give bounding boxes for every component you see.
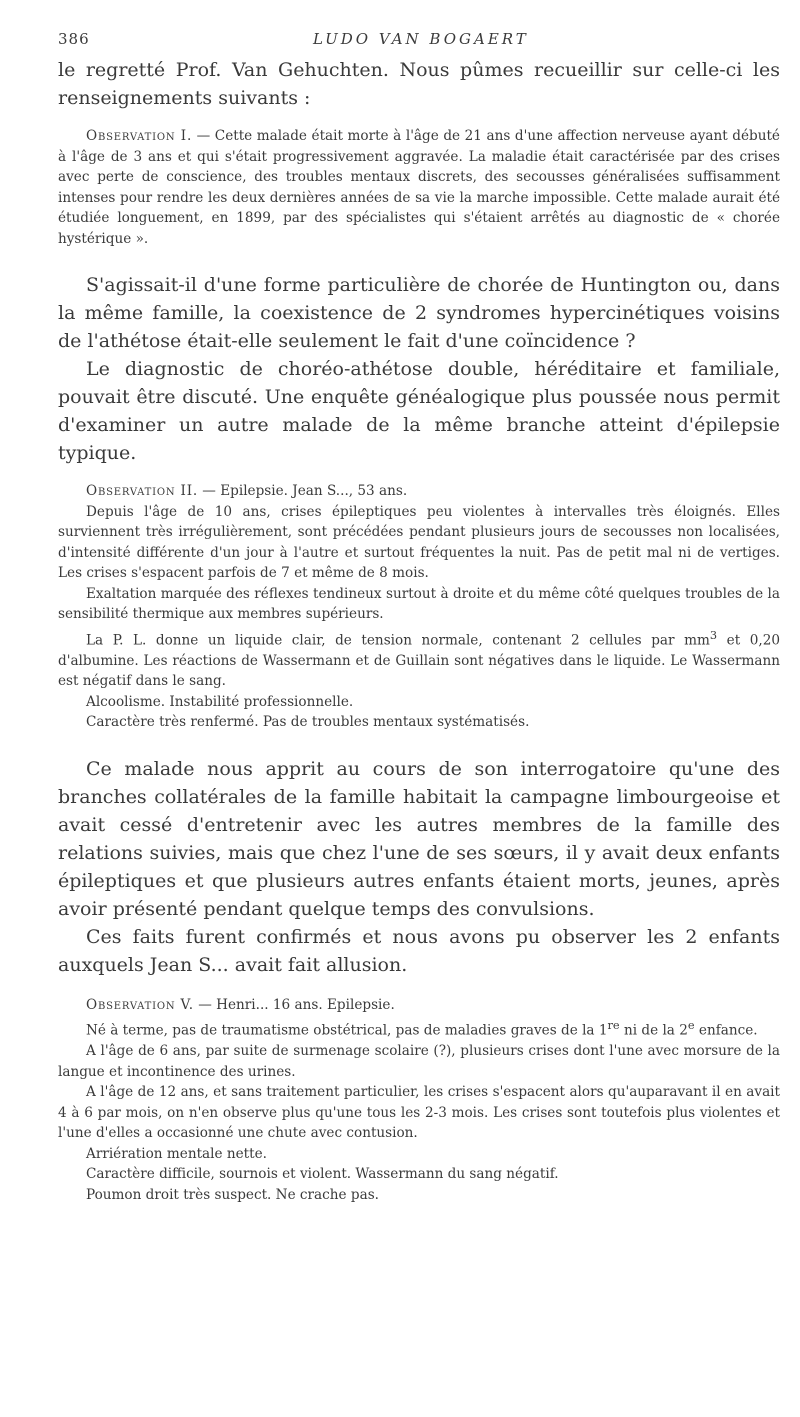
intro-text: le regretté Prof. Van Gehuchten. Nous pûmes recueillir sur celle-ci les renseignements suivants : xyxy=(58,59,780,109)
paragraph-diagnosis: Le diagnostic de choréo-athétose double, héréditaire et familiale, pouvait être discuté. Une enquête généalogique plus poussée nous permit d'examiner un autre malade de la même branche atteint d'épilepsie typique. xyxy=(58,358,780,464)
observation-5-p1: Né à terme, pas de traumatisme obstétrical, pas de maladies graves de la 1re ni de la 2e enfance. xyxy=(86,1018,758,1039)
page-number: 386 xyxy=(58,30,90,48)
observation-5-title: — Henri... 16 ans. Epilepsie. xyxy=(193,996,395,1013)
observation-5-p5: Caractère difficile, sournois et violent. Wassermann du sang négatif. xyxy=(86,1166,559,1183)
paragraph-confirmation: Ces faits furent confirmés et nous avons pu observer les 2 enfants auxquels Jean S... avait fait allusion. xyxy=(58,925,780,976)
observation-5-p4: Arriération mentale nette. xyxy=(86,1145,267,1162)
observation-1-text: — Cette malade était morte à l'âge de 21 ans d'une affection nerveuse ayant débuté à l'âge de 3 ans et qui s'était progressivement aggravée. La maladie était caractérisée par des crises avec perte de conscience, des troubles mentaux discrets, des secousses généralisées suffisamment intenses pour rendre les deux dernières années de sa vie la marche impossible. Cette malade aurait été étudiée longuement, en 1899, par des spécialistes qui s'étaient arrêtés au diagnostic de « chorée hystérique ». xyxy=(58,128,780,247)
observation-1-head: Observation I. xyxy=(86,128,193,144)
running-head xyxy=(58,30,780,56)
document-page xyxy=(58,30,780,1205)
observation-2-p4: Alcoolisme. Instabilité professionnelle. xyxy=(86,693,354,710)
observation-2-p3: La P. L. donne un liquide clair, de tension normale, contenant 2 cellules par $mm^3$ et 0,20 d'albumine. Les réactions de Wassermann et de Guillain sont négatives dans le liquide. Le Wassermann est négatif dans le sang. xyxy=(58,627,780,690)
observation-2-title: — Epilepsie. Jean S..., 53 ans. xyxy=(197,483,408,499)
observation-5-p2: A l'âge de 6 ans, par suite de surmenage scolaire (?), plusieurs crises dont l'une avec morsure de la langue et incontinence des urines. xyxy=(58,1043,780,1080)
paragraph-huntington: S'agissait-il d'une forme particulière de chorée de Huntington ou, dans la même famille, la coexistence de 2 syndromes hypercinétiques voisins de l'athétose était-elle seulement le fait d'une coïncidence ? xyxy=(58,274,780,352)
observation-5-p6: Poumon droit très suspect. Ne crache pas. xyxy=(86,1186,379,1203)
observation-2-head: Observation II. xyxy=(86,483,198,499)
observation-2-p2: Exaltation marquée des réflexes tendineux surtout à droite et du même côté quelques troubles de la sensibilité thermique aux membres supérieurs. xyxy=(58,585,780,622)
running-title: LUDO VAN BOGAERT xyxy=(313,30,529,48)
observation-2-heading xyxy=(58,481,780,502)
observation-5-p3: A l'âge de 12 ans, et sans traitement particulier, les crises s'espacent alors qu'auparavant il en avait 4 à 6 par mois, on n'en observe plus qu'une tous les 2-3 mois. Les crises sont toutefois plus violentes et l'une d'elles a occasionné une chute avec contusion. xyxy=(58,1084,780,1142)
observation-2-p1: Depuis l'âge de 10 ans, crises épileptiques peu violentes à intervalles très éloignés. Elles surviennent très irrégulièrement, sont précédées pendant plusieurs jours de secousses non localisées, d'intensité différente d'un jour à l'autre et surtout fréquentes la nuit. Pas de petit mal ni de vertiges. Les crises s'espacent parfois de 7 et même de 8 mois. xyxy=(58,503,780,581)
observation-2-p5: Caractère très renfermé. Pas de troubles mentaux systématisés. xyxy=(86,714,530,731)
observation-5-head: Observation V. xyxy=(86,996,194,1013)
observation-1 xyxy=(58,126,780,249)
paragraph-family: Ce malade nous apprit au cours de son interrogatoire qu'une des branches collatérales de la famille habitait la campagne limbourgeoise et avait cessé d'entretenir avec les autres membres de la famille des relations suivies, mais que chez l'une de ses sœurs, il y avait deux enfants épileptiques et que plusieurs autres enfants étaient morts, jeunes, après avoir présenté pendant quelque temps des convulsions. xyxy=(58,757,780,920)
observation-5-heading xyxy=(58,995,780,1016)
